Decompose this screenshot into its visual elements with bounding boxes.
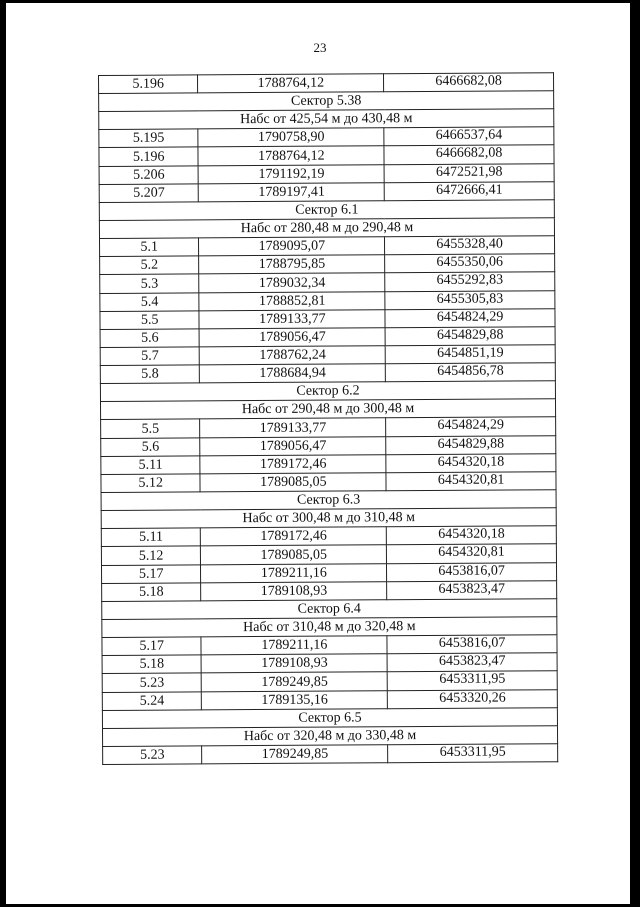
x-coordinate-cell: 1788764,12 <box>198 146 384 165</box>
point-id-cell: 5.5 <box>101 419 201 438</box>
x-coordinate-cell: 1788762,24 <box>200 346 386 365</box>
y-coordinate-cell: 6454824,29 <box>385 308 555 327</box>
x-coordinate-cell: 1789085,05 <box>200 473 386 492</box>
y-coordinate-cell: 6466682,08 <box>384 145 554 164</box>
x-coordinate-cell: 1789172,46 <box>201 527 387 546</box>
point-id-cell: 5.12 <box>101 474 201 493</box>
y-coordinate-cell: 6466537,64 <box>384 127 554 146</box>
sector-title: Сектор 6.1 <box>99 200 554 221</box>
y-coordinate-cell: 6455350,06 <box>385 254 555 273</box>
x-coordinate-cell: 1789249,85 <box>202 744 388 763</box>
x-coordinate-cell: 1791192,19 <box>198 164 384 183</box>
x-coordinate-cell: 1789108,93 <box>201 654 387 673</box>
y-coordinate-cell: 6454320,81 <box>386 472 556 491</box>
x-coordinate-cell: 1788852,81 <box>199 291 385 310</box>
point-id-cell: 5.2 <box>100 256 200 275</box>
point-id-cell: 5.11 <box>101 528 201 547</box>
y-coordinate-cell: 6472521,98 <box>384 163 554 182</box>
sector-title: Сектор 6.4 <box>102 599 557 620</box>
sector-height-range: Набс от 320,48 м до 330,48 м <box>102 725 557 746</box>
y-coordinate-cell: 6454320,81 <box>387 544 557 563</box>
point-id-cell: 5.12 <box>101 546 201 565</box>
sector-height-range: Набс от 425,54 м до 430,48 м <box>99 109 554 130</box>
point-id-cell: 5.207 <box>99 184 199 203</box>
y-coordinate-cell: 6454829,88 <box>385 327 555 346</box>
x-coordinate-cell: 1789056,47 <box>200 436 386 455</box>
y-coordinate-cell: 6453311,95 <box>388 743 558 762</box>
point-id-cell: 5.195 <box>99 129 199 148</box>
x-coordinate-cell: 1789085,05 <box>201 545 387 564</box>
y-coordinate-cell: 6453823,47 <box>387 653 557 672</box>
coordinates-table <box>98 72 558 765</box>
x-coordinate-cell: 1789133,77 <box>199 309 385 328</box>
sector-height-range: Набс от 280,48 м до 290,48 м <box>99 218 554 239</box>
x-coordinate-cell: 1788684,94 <box>200 364 386 383</box>
y-coordinate-cell: 6454829,88 <box>386 435 556 454</box>
point-id-cell: 5.23 <box>102 673 202 692</box>
y-coordinate-cell: 6453816,07 <box>387 562 557 581</box>
point-id-cell: 5.1 <box>99 238 199 257</box>
sector-height-range: Набс от 310,48 м до 320,48 м <box>102 617 557 638</box>
point-id-cell: 5.5 <box>100 311 200 330</box>
x-coordinate-cell: 1790758,90 <box>198 128 384 147</box>
x-coordinate-cell: 1789197,41 <box>199 183 385 202</box>
point-id-cell: 5.17 <box>102 637 202 656</box>
sector-title: Сектор 6.5 <box>102 707 557 728</box>
page-number: 23 <box>313 40 327 55</box>
x-coordinate-cell: 1789056,47 <box>199 328 385 347</box>
x-coordinate-cell: 1789211,16 <box>201 563 387 582</box>
y-coordinate-cell: 6454320,18 <box>387 526 557 545</box>
x-coordinate-cell: 1789032,34 <box>199 273 385 292</box>
point-id-cell: 5.7 <box>100 347 200 366</box>
sector-height-range: Набс от 300,48 м до 310,48 м <box>101 508 556 529</box>
point-id-cell: 5.6 <box>100 329 200 348</box>
point-id-cell: 5.4 <box>100 292 200 311</box>
y-coordinate-cell: 6453816,07 <box>387 635 557 654</box>
table-row <box>103 743 558 764</box>
y-coordinate-cell: 6453320,26 <box>387 689 557 708</box>
sector-title: Сектор 5.38 <box>99 91 554 112</box>
y-coordinate-cell: 6454320,18 <box>386 454 556 473</box>
y-coordinate-cell: 6455328,40 <box>385 236 555 255</box>
point-id-cell: 5.6 <box>101 438 201 457</box>
y-coordinate-cell: 6454851,19 <box>385 345 555 364</box>
y-coordinate-cell: 6454824,29 <box>386 417 556 436</box>
point-id-cell: 5.3 <box>100 274 200 293</box>
point-id-cell: 5.196 <box>99 147 199 166</box>
x-coordinate-cell: 1789172,46 <box>200 455 386 474</box>
y-coordinate-cell: 6472666,41 <box>384 181 554 200</box>
x-coordinate-cell: 1789108,93 <box>201 581 387 600</box>
sector-height-range: Набс от 290,48 м до 300,48 м <box>100 399 555 420</box>
point-id-cell: 5.23 <box>103 746 203 765</box>
point-id-cell: 5.17 <box>101 564 201 583</box>
x-coordinate-cell: 1788795,85 <box>199 255 385 274</box>
point-id-cell: 5.196 <box>99 75 199 94</box>
point-id-cell: 5.206 <box>99 165 199 184</box>
y-coordinate-cell: 6466682,08 <box>384 73 554 92</box>
point-id-cell: 5.8 <box>100 365 200 384</box>
x-coordinate-cell: 1788764,12 <box>198 74 384 93</box>
y-coordinate-cell: 6453311,95 <box>387 671 557 690</box>
point-id-cell: 5.18 <box>102 583 202 602</box>
y-coordinate-cell: 6455305,83 <box>385 290 555 309</box>
y-coordinate-cell: 6454856,78 <box>386 363 556 382</box>
x-coordinate-cell: 1789249,85 <box>202 672 388 691</box>
y-coordinate-cell: 6453823,47 <box>387 580 557 599</box>
y-coordinate-cell: 6455292,83 <box>385 272 555 291</box>
sector-title: Сектор 6.2 <box>100 381 555 402</box>
point-id-cell: 5.24 <box>102 691 202 710</box>
x-coordinate-cell: 1789135,16 <box>202 690 388 709</box>
sector-title: Сектор 6.3 <box>101 490 556 511</box>
coordinates-table-body <box>99 73 558 765</box>
x-coordinate-cell: 1789133,77 <box>200 418 386 437</box>
point-id-cell: 5.11 <box>101 456 201 475</box>
x-coordinate-cell: 1789211,16 <box>201 636 387 655</box>
x-coordinate-cell: 1789095,07 <box>199 237 385 256</box>
point-id-cell: 5.18 <box>102 655 202 674</box>
